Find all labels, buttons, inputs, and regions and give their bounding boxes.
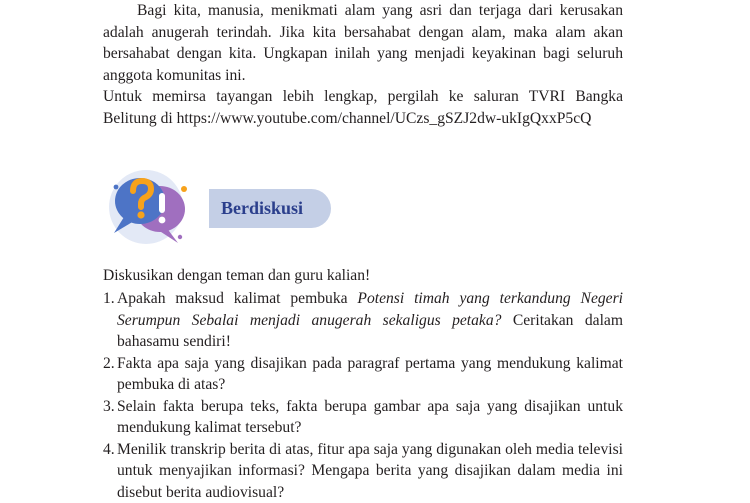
question-number: 1.	[103, 288, 115, 310]
question-text: Menilik transkrip berita di atas, fitur apa saja yang digunakan oleh media televisi untuk menyajikan informasi? Mengapa berita yang disajikan dalam media ini disebut berita audiovisual?	[117, 441, 623, 501]
list-item	[103, 353, 623, 396]
list-item	[103, 396, 623, 439]
question-number: 2.	[103, 353, 115, 375]
question-text: Ceritakan dalam bahasamu sendiri!	[117, 312, 623, 351]
list-item	[103, 288, 623, 353]
paragraph-community: Bagi kita, manusia, menikmati alam yang asri dan terjaga dari kerusakan adalah anugerah terindah. Jika kita bersahabat dengan alam, maka alam akan bersahabat dengan kita. Ungkapan inilah yang menjadi keyakinan bagi seluruh anggota komunitas ini.	[103, 0, 623, 86]
question-italic-quote: Potensi timah yang terkandung Negeri Serumpun Sebalai menjadi anugerah sekaligus petaka?	[117, 290, 623, 329]
question-text: Apakah maksud kalimat pembuka	[117, 290, 357, 307]
question-text: Fakta apa saja yang disajikan pada paragraf pertama yang mendukung kalimat pembuka di atas?	[117, 355, 623, 394]
list-item	[103, 439, 623, 503]
discussion-intro: Diskusikan dengan teman dan guru kalian!	[103, 265, 370, 287]
question-exclamation-bubbles-icon	[104, 167, 196, 251]
question-number: 4.	[103, 439, 115, 461]
paragraph-tvri-link: Untuk memirsa tayangan lebih lengkap, pergilah ke saluran TVRI Bangka Belitung di https://www.youtube.com/channel/UCzs_gSZJ2dw-ukIgQxxP5cQ	[103, 86, 623, 129]
question-list	[103, 288, 623, 503]
question-text: Selain fakta berupa teks, fakta berupa gambar apa saja yang disajikan untuk mendukung kalimat tersebut?	[117, 398, 623, 437]
question-number: 3.	[103, 396, 115, 418]
diskusi-section-title: Berdiskusi	[209, 189, 331, 228]
